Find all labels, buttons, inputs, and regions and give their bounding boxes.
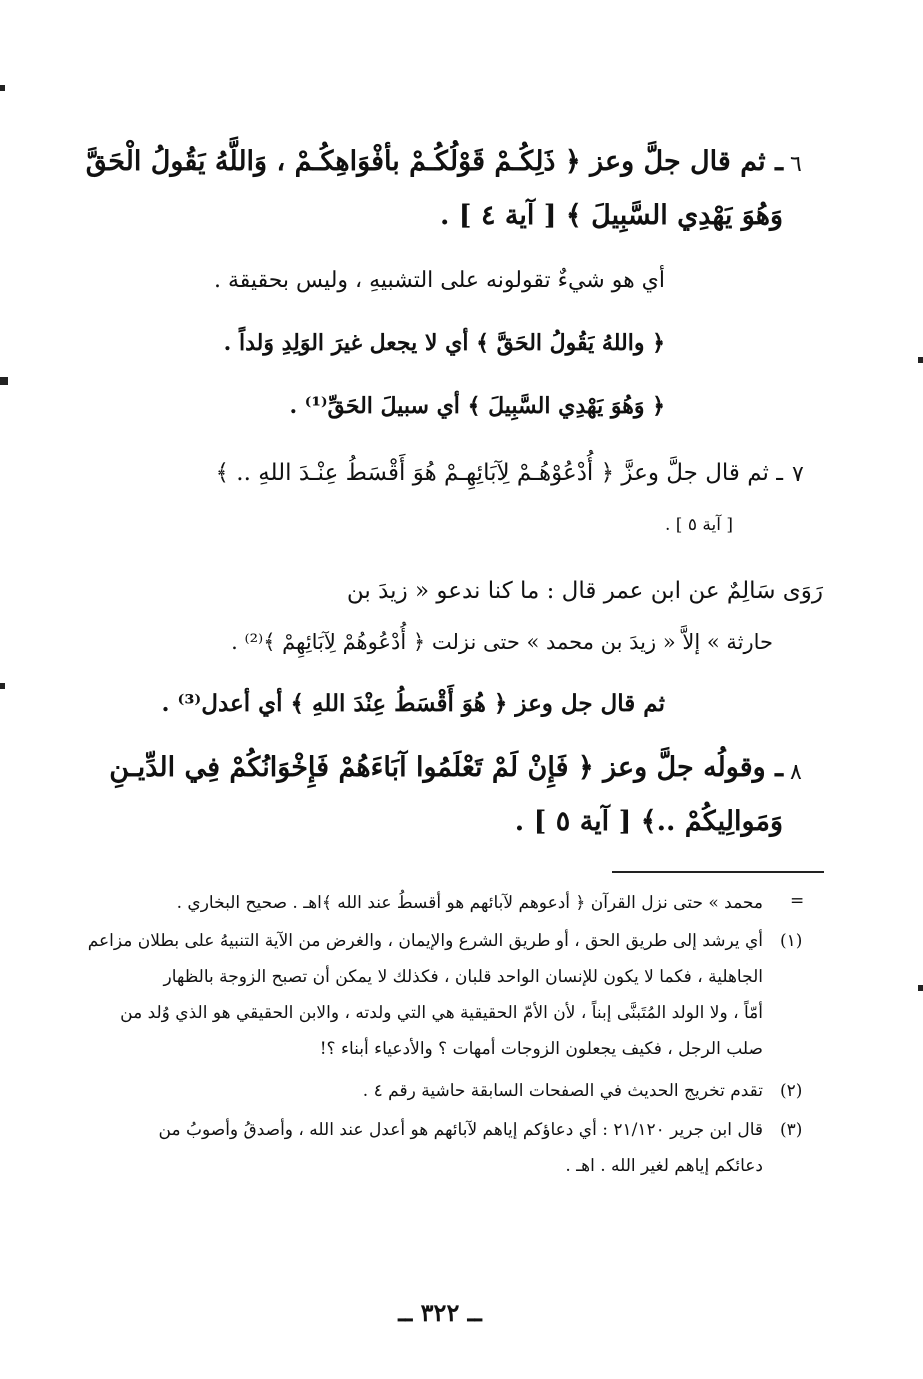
footnote-continuation-marker: = <box>790 891 805 911</box>
footnote-3-line-2: دعائكم إياهم لغير الله . اهـ . <box>565 1156 763 1176</box>
footnote-1-number: (١) <box>780 931 803 951</box>
item-number-8: ٨ <box>790 760 802 785</box>
footnote-separator <box>612 871 824 873</box>
item6-explanation-3: ﴿ وَهُوَ يَهْدِي السَّبِيلَ ﴾ أي سبيلَ الحَقِّ⁽¹⁾ . <box>289 393 665 419</box>
item7-paragraph-1: رَوَى سَالِمٌ عن ابن عمر قال : ما كنا ندعو « زيدَ بن <box>346 578 823 604</box>
footnote-3-number: (٣) <box>780 1120 803 1140</box>
item6-line1: ـ ثم قال جلَّ وعز ﴿ ذَلِكُـمْ قَوْلُكُـمْ بأفْوَاهِكُـمْ ، وَاللَّهُ يَقُولُ الْحَقَّ <box>85 146 783 177</box>
item7-line2: [ آية ٥ ] . <box>665 515 733 535</box>
item6-explanation-1: أي هو شيءٌ تقولونه على التشبيهِ ، وليس بحقيقة . <box>214 268 665 293</box>
footnote-1-line-1: أي يرشد إلى طريق الحق ، أو طريق الشرع والإيمان ، والغرض من الآية التنبيهُ على بطلان مزاعم <box>87 931 763 951</box>
scan-edge-mark <box>0 377 8 385</box>
item-number-6: ٦ <box>790 152 802 177</box>
footnote-2-number: (٢) <box>780 1081 803 1101</box>
item7-paragraph-2: حارثة » إلاَّ « زيدَ بن محمد » حتى نزلت ﴿ أُدْعُوهُمْ لِآبَائِهِمْ ﴾⁽²⁾ . <box>231 630 773 654</box>
item6-explanation-2: ﴿ واللهُ يَقُولُ الحَقَّ ﴾ أي لا يجعل غيرَ الوَلِدِ وَلداً . <box>223 330 665 356</box>
scan-edge-mark <box>918 985 923 991</box>
scan-edge-mark <box>0 683 5 689</box>
item-number-7: ٧ <box>792 462 804 487</box>
scan-edge-mark <box>918 357 923 363</box>
page-number: ــ ٣٢٢ ــ <box>398 1298 482 1327</box>
item7-paragraph-3: ثم قال جل وعز ﴿ هُوَ أَقْسَطُ عِنْدَ اللهِ ﴾ أي أعدل⁽³⁾ . <box>161 690 665 717</box>
item7-line1: ـ ثم قال جلَّ وعزَّ ﴿ أُدْعُوْهُـمْ لِآبَائِهِـمْ هُوَ أَقْسَطُ عِنْـدَ اللهِ .. ﴾ <box>215 460 783 486</box>
footnote-1-line-2: الجاهلية ، فكما لا يكون للإنسان الواحد قلبان ، فكذلك لا يمكن أن تصبح الزوجة بالظهار <box>163 967 763 987</box>
footnote-3-line-1: قال ابن جرير ٢١/١٢٠ : أي دعاؤكم إياهم لآبائهم هو أعدل عند الله ، وأصدقُ وأصوبُ من <box>158 1120 763 1140</box>
item6-line2: وَهُوَ يَهْدِي السَّبِيلَ ﴾ [ آية ٤ ] . <box>439 200 783 231</box>
footnote-1-line-3: أمّاً ، ولا الولد المُتَبنَّى إبناً ، لأن الأمّ الحقيقية هي التي ولدته ، والابن الحقيقي هو الذي وُلد من <box>120 1003 763 1023</box>
scan-edge-mark <box>0 85 5 91</box>
item8-line2: وَمَوالِيكُمْ ..﴾ [ آية ٥ ] . <box>514 806 783 837</box>
item8-line1: ـ وقولُه جلَّ وعز ﴿ فَإِنْ لَمْ تَعْلَمُوا آبَاءَهُمْ فَإِخْوَانُكُمْ فِي الدِّيـنِ <box>109 752 783 783</box>
footnote-2-line-1: تقدم تخريج الحديث في الصفحات السابقة حاشية رقم ٤ . <box>362 1081 763 1101</box>
footnote-1-line-4: صلب الرجل ، فكيف يجعلون الزوجات أمهات ؟ والأدعياء أبناء ؟! <box>319 1039 763 1059</box>
footnote-continuation: محمد » حتى نزل القرآن ﴿ أدعوهم لآبائهم هو أقسطُ عند الله ﴾اهـ . صحيح البخاري . <box>176 893 763 913</box>
